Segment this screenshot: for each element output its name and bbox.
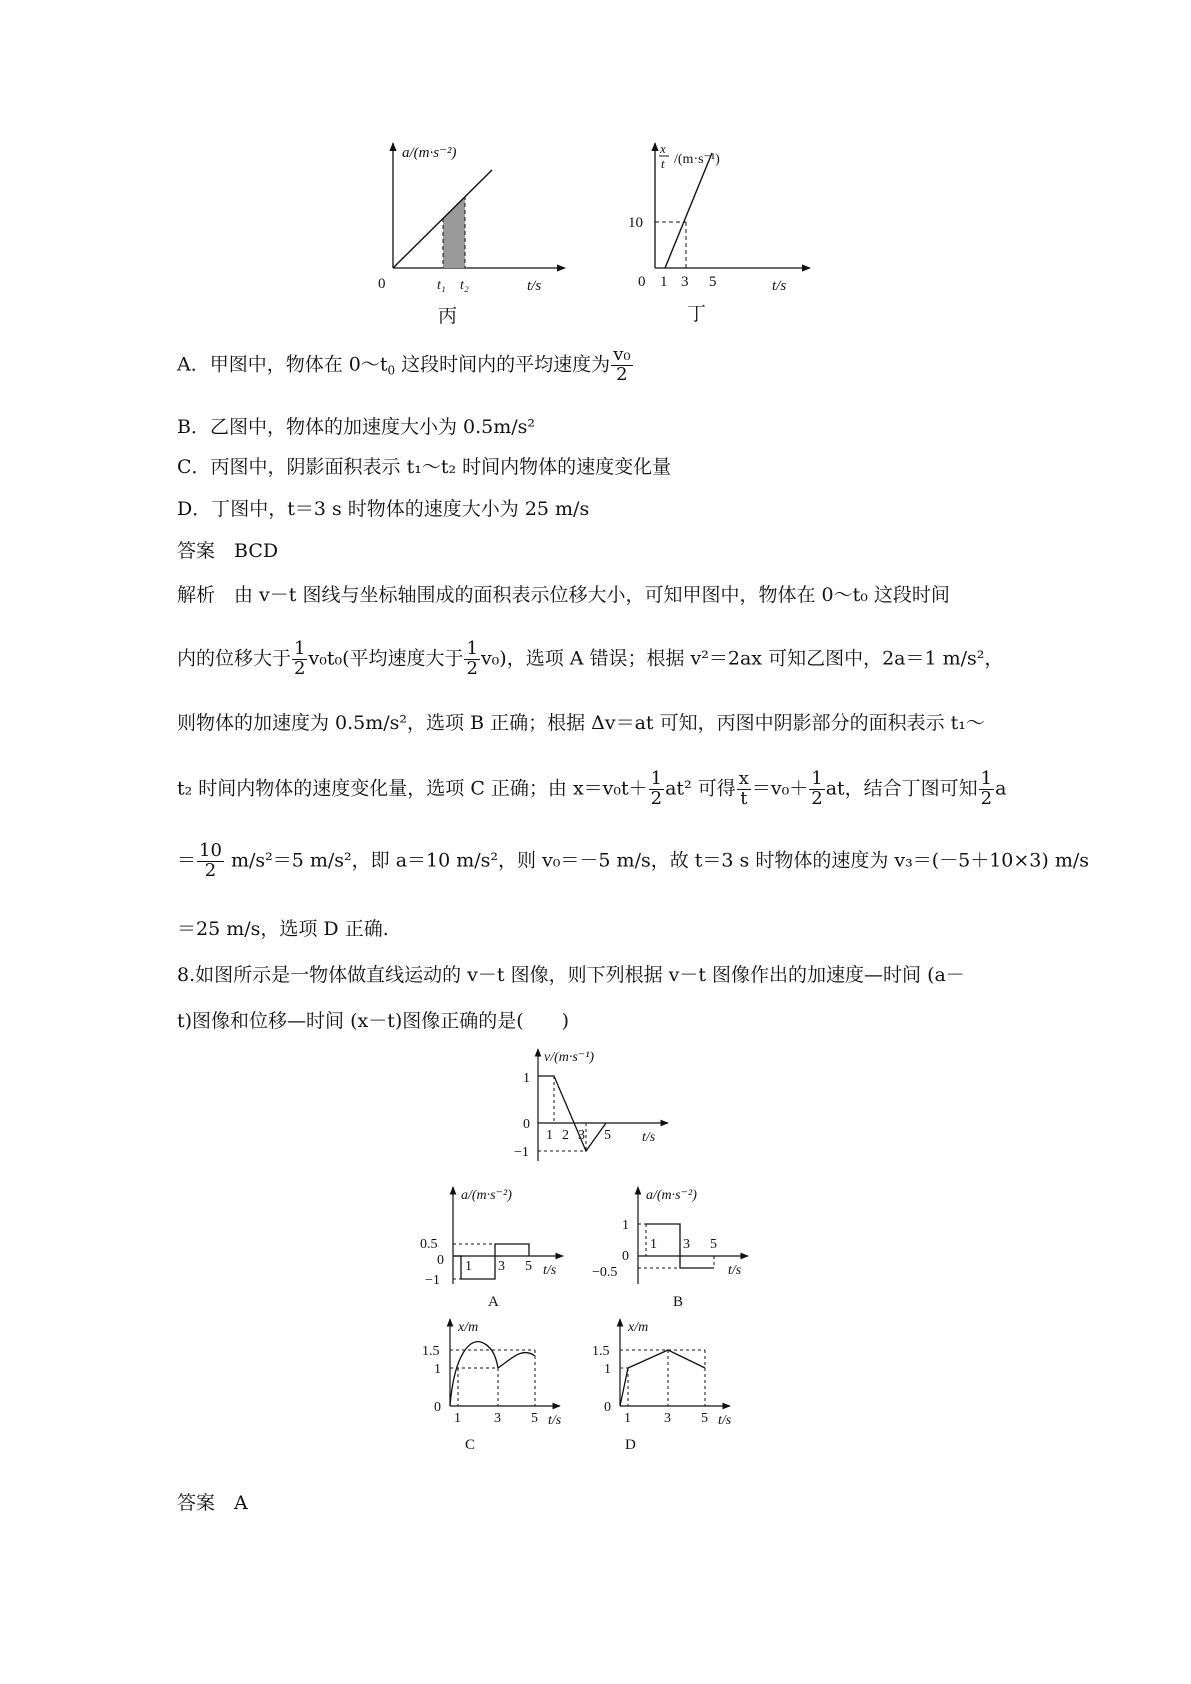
fraction [197,842,224,881]
y-label: v/(m·s⁻¹) [544,1050,595,1065]
fraction-den: 2 [650,787,663,809]
x-tick-3: 3 [498,1259,505,1274]
x-tick-5: 5 [710,1237,717,1252]
caption-c: C [465,1437,476,1453]
explanation-line-4 [177,770,1006,809]
text: at，结合丁图可知 [825,777,978,800]
caption-b: B [673,1294,684,1310]
fraction [979,770,994,809]
explanation-line-6: ＝25 m/s，选项 D 正确. [177,918,389,940]
xt-curve [450,1342,535,1406]
fraction-num: x [738,768,749,789]
y-tick-15: 1.5 [422,1344,440,1359]
q8-stem-2: t)图像和位移—时间 (x－t)图像正确的是( ) [177,1010,570,1032]
x-label: t/s [642,1130,656,1145]
text: 内的位移大于 [177,647,292,670]
y-tick-m1: −1 [514,1145,529,1160]
fraction-num: 1 [811,768,823,789]
fraction-den: 2 [466,657,478,679]
x-label: t/s [548,1413,562,1428]
x-tick-3: 3 [578,1128,585,1143]
option-a [177,346,634,385]
y-tick-15: 1.5 [592,1344,610,1359]
fraction-num: 1 [650,768,663,789]
y-tick-1: 1 [523,1071,530,1086]
option-d: D．丁图中，t＝3 s 时物体的速度大小为 25 m/s [177,498,590,520]
text: ＝ [177,849,197,872]
y-tick-0: 0 [523,1117,530,1132]
x-tick-1: 1 [624,1411,631,1426]
xt-line [665,153,712,268]
text: a [995,777,1007,800]
explanation-line-3: 则物体的加速度为 0.5m/s²，选项 B 正确；根据 Δv＝at 可知，丙图中阴影部分的面积表示 t₁～ [177,712,985,734]
y-label: a/(m·s⁻²) [402,145,457,161]
fraction [649,770,664,809]
y-label-den: t [661,156,665,171]
y-tick-m1: −1 [425,1273,440,1288]
caption-a: A [488,1294,499,1310]
caption-bing: 丙 [438,306,458,327]
y-tick-05: 0.5 [420,1237,438,1252]
y-label-num: x [660,141,666,156]
option-a-text: A．甲图中，物体在 0～t [177,353,388,376]
fraction-num: 1 [294,638,306,659]
fraction-num: 10 [199,840,222,861]
origin-label: 0 [638,274,646,290]
fraction-den: 2 [811,787,823,809]
text: v₀)，选项 A 错误；根据 v²＝2ax 可知乙图中，2a＝1 m/s²， [480,647,1004,670]
y-tick-0: 0 [437,1253,444,1268]
x-tick-5: 5 [525,1259,532,1274]
x-tick-3: 3 [683,1237,690,1252]
x-tick-1: 1 [546,1128,553,1143]
option-a-text-2: 这段时间内的平均速度为 [395,353,611,376]
q8-stem-1: 8.如图所示是一物体做直线运动的 v－t 图像，则下列根据 v－t 图像作出的加速度—时间 (a－ [177,964,965,986]
x-label: t/s [527,278,542,294]
explanation-line-5 [177,842,1089,881]
option-b: B．乙图中，物体的加速度大小为 0.5m/s² [177,416,536,438]
figure-ding [630,138,825,328]
fraction-num: 1 [466,638,478,659]
subscript: 0 [387,363,396,378]
xt-line [620,1350,705,1406]
fraction-den: 2 [616,363,628,385]
y-tick-0: 0 [622,1249,629,1264]
y-label-unit: /(m·s⁻¹) [674,152,720,167]
x-tick-1: 1 [660,274,668,290]
x-tick-1: 1 [454,1411,461,1426]
y-tick-1: 1 [604,1362,611,1377]
explanation-line-2 [177,640,1003,679]
fraction-den: 2 [294,657,306,679]
figure-option-b [590,1184,770,1309]
x-label: t/s [718,1413,732,1428]
x-tick-5: 5 [604,1128,611,1143]
x-tick-3: 3 [494,1411,501,1426]
text: ＝v₀＋ [751,777,809,800]
x-tick-1: 1 [465,1259,472,1274]
fraction [611,346,632,385]
x-tick-2: 2 [562,1128,569,1143]
y-tick-10: 10 [628,215,643,231]
t2-label: t₂ [460,278,469,293]
caption-d: D [625,1437,636,1453]
fraction-den: 2 [980,787,993,809]
t1-label: t₁ [437,278,446,293]
fraction-den: t [740,787,748,809]
y-tick-1: 1 [434,1362,441,1377]
fraction-den: 2 [204,859,217,881]
answer-q8: 答案 A [177,1492,248,1514]
explanation-line-1: 解析 由 v－t 图线与坐标轴围成的面积表示位移大小，可知甲图中，物体在 0～t₀ 这段时间 [177,584,950,606]
fraction [737,770,751,809]
x-label: t/s [772,278,787,294]
x-tick-1: 1 [650,1237,657,1252]
option-c: C．丙图中，阴影面积表示 t₁～t₂ 时间内物体的速度变化量 [177,456,672,478]
y-tick-0: 0 [604,1400,611,1415]
text: v₀t₀(平均速度大于 [308,647,464,670]
fraction [464,640,479,679]
x-label: t/s [543,1263,557,1278]
x-tick-5: 5 [709,274,717,290]
y-label: x/m [458,1320,479,1335]
x-tick-3: 3 [664,1411,671,1426]
x-tick-5: 5 [531,1411,538,1426]
figure-option-a [415,1184,585,1309]
y-tick-1: 1 [622,1218,629,1233]
caption-ding: 丁 [687,304,707,325]
fraction-num: v₀ [613,344,631,365]
y-label: a/(m·s⁻²) [646,1188,697,1203]
text: m/s²＝5 m/s²，即 a＝10 m/s²，则 v₀＝－5 m/s，故 t＝3 s 时物体的速度为 v₃＝(－5＋10×3) m/s [230,849,1090,872]
figure-option-d [580,1316,755,1451]
fraction-num: 1 [980,768,993,789]
answer-q7: 答案 BCD [177,540,279,562]
origin-label: 0 [378,276,386,292]
y-label: a/(m·s⁻²) [461,1188,512,1203]
y-tick-0: 0 [434,1400,441,1415]
y-tick-m05: −0.5 [592,1265,618,1280]
fraction [292,640,307,679]
figure-option-c [410,1316,585,1451]
text: at² 可得 [665,777,736,800]
x-tick-3: 3 [681,274,689,290]
figure-bing [380,140,580,330]
fraction [809,770,824,809]
text: t₂ 时间内物体的速度变化量，选项 C 正确；由 x＝v₀t＋ [177,777,648,800]
y-label: x/m [628,1320,649,1335]
x-label: t/s [728,1263,742,1278]
x-tick-5: 5 [701,1411,708,1426]
figure-vt [510,1046,685,1176]
